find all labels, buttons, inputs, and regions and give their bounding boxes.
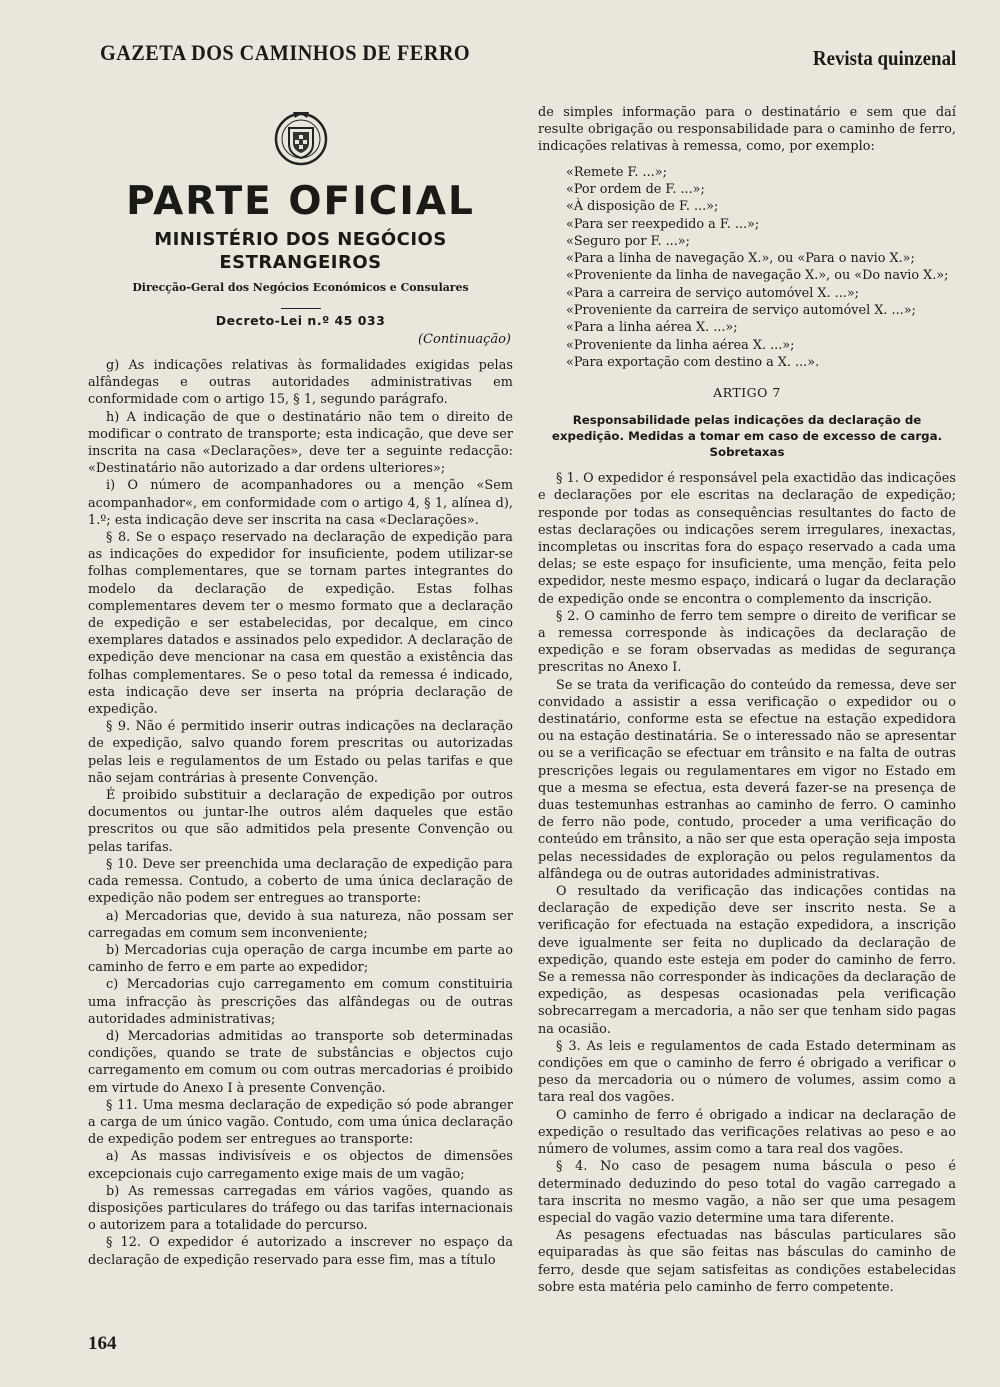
- list-item: «Para a linha aérea X. ...»;: [566, 320, 738, 336]
- paragraph: de simples informação para o destinatário e sem que daí resulte obrigação ou responsabilidade para o caminho de ferro, indicações relativas à remessa, como, por exemplo:: [538, 105, 956, 155]
- list-item: «Remete F. ...»;: [566, 164, 667, 180]
- journal-title: GAZETA DOS CAMINHOS DE FERRO: [100, 40, 471, 65]
- paragraph: a) As massas indivisíveis e os objectos de dimensões excepcionais cujo carregamento exige mais de um vagão;: [88, 1149, 513, 1182]
- paragraph: g) As indicações relativas às formalidades exigidas pelas alfândegas e outras autoridades administrativas em conformidade com o artigo 15, § 1, segundo parágrafo.: [88, 358, 513, 408]
- paragraph: O resultado da verificação das indicações contidas na declaração de expedição deve ser inscrito nesta. Se a verificação for efectuada na estação expedidora, a inscrição deve igualmente ser feita no duplicado da declaração de expedição, quando este esteja em poder do caminho de ferro. Se a remessa não corresponder às indicações da declaração de expedição, as despesas ocasionadas pela verificação sobrecarregam a mercadoria, a não ser que tenham sido pagas na ocasião.: [538, 884, 956, 1037]
- paragraph: É proibido substituir a declaração de expedição por outros documentos ou juntar-lhe outros além daqueles que estão prescritos ou que são admitidos pela presente Convenção ou pelas tarifas.: [88, 788, 513, 855]
- list-item: «Proveniente da linha aérea X. ...»;: [566, 337, 795, 353]
- paragraph: h) A indicação de que o destinatário não tem o direito de modificar o contrato de transporte; esta indicação, que deve ser inscrita na casa «Declarações», deve ter a seguinte redacção: «Destinatário não autorizado a dar ordens ulteriores»;: [88, 409, 513, 477]
- section-title: PARTE OFICIAL: [126, 179, 475, 224]
- journal-subtitle: Revista quinzenal: [812, 46, 956, 70]
- directorate-name: Direcção-Geral dos Negócios Económicos e Consulares: [132, 280, 469, 294]
- list-item: «Seguro por F. ...»;: [566, 233, 690, 249]
- ministry-name-line2: ESTRANGEIROS: [219, 252, 382, 273]
- list-item: «Por ordem de F. ...»;: [566, 181, 705, 197]
- left-column: [88, 108, 513, 1269]
- list-item: «Proveniente da carreira de serviço automóvel X. ...»;: [566, 302, 916, 318]
- right-column: [538, 104, 956, 1296]
- page-number: 164: [88, 1333, 117, 1354]
- list-item: «À disposição de F. ...»;: [566, 199, 719, 215]
- article-number: ARTIGO 7: [713, 385, 781, 401]
- paragraph: § 2. O caminho de ferro tem sempre o direito de verificar se a remessa corresponde às indicações da declaração de expedição e se foram observadas as medidas de segurança prescritas no Anexo I.: [538, 608, 956, 676]
- continuation-label: (Continuação): [417, 332, 511, 347]
- paragraph: b) Mercadorias cuja operação de carga incumbe em parte ao caminho de ferro e em parte ao expedidor;: [88, 942, 513, 976]
- ministry-name-line1: MINISTÉRIO DOS NEGÓCIOS: [154, 229, 447, 250]
- example-list: [538, 164, 956, 372]
- divider: [281, 308, 321, 309]
- list-item: «Para ser reexpedido a F. ...»;: [566, 216, 760, 232]
- coat-of-arms-icon: [273, 108, 329, 174]
- paragraph: § 12. O expedidor é autorizado a inscrever no espaço da declaração de expedição reservado para esse fim, mas a título: [88, 1235, 513, 1268]
- left-body: [88, 357, 513, 1269]
- list-item: «Para exportação com destino a X. ...».: [566, 354, 820, 370]
- list-item: «Proveniente da linha de navegação X.», ou «Do navio X.»;: [566, 268, 949, 284]
- paragraph: b) As remessas carregadas em vários vagões, quando as disposições particulares do tráfego ou das tarifas internacionais o autorizem para a totalidade do percurso.: [88, 1183, 513, 1234]
- paragraph: As pesagens efectuadas nas básculas particulares são equiparadas às que são feitas nas básculas do caminho de ferro, desde que sejam satisfeitas as condições estabelecidas sobre esta matéria pelo caminho de ferro competente.: [538, 1228, 956, 1295]
- paragraph: § 10. Deve ser preenchida uma declaração de expedição para cada remessa. Contudo, a coberto de uma única declaração de expedição não podem ser entregues ao transporte:: [88, 856, 513, 907]
- paragraph: d) Mercadorias admitidas ao transporte sob determinadas condições, quando se trate de substâncias e objectos cujo carregamento em comum ou com outras mercadorias é proibido em virtude do Anexo I à presente Convenção.: [88, 1028, 513, 1096]
- paragraph: § 3. As leis e regulamentos de cada Estado determinam as condições em que o caminho de ferro é obrigado a verificar o peso da mercadoria ou o número de volumes, assim como a tara real dos vagões.: [538, 1038, 956, 1106]
- paragraph: a) Mercadorias que, devido à sua natureza, não possam ser carregadas em comum sem inconveniente;: [88, 908, 513, 941]
- paragraph: i) O número de acompanhadores ou a menção «Sem acompanhador«, em conformidade com o artigo 4, § 1, alínea d), 1.º; esta indicação deve ser inscrita na casa «Declarações».: [88, 478, 513, 528]
- paragraph: § 4. No caso de pesagem numa báscula o peso é determinado deduzindo do peso total do vagão carregado a tara inscrita no mesmo vagão, a não ser que uma pesagem especial do vagão vazio determine uma tara diferente.: [538, 1159, 956, 1226]
- article-heading: Responsabilidade pelas indicações da declaração de expedição. Medidas a tomar em caso de excesso de carga. Sobretaxas: [551, 413, 943, 460]
- paragraph: § 1. O expedidor é responsável pela exactidão das indicações e declarações por ele escritas na declaração de expedição; responde por todas as consequências resultantes do facto de estas declarações ou indicações serem irregulares, inexactas, incompletas ou inscritas fora do espaço reservado a cada uma delas; se este espaço for insuficiente, uma menção, feita pelo expedidor, neste mesmo espaço, indicará o lugar da declaração de expedição onde se encontra o complemento da inscrição.: [538, 471, 956, 607]
- paragraph: Se se trata da verificação do conteúdo da remessa, deve ser convidado a assistir a essa verificação o expedidor ou o destinatário, conforme esta se efectue na estação expedidora ou na estação destinatária. Se o interessado não se apresentar ou se a verificação se efectuar em trânsito e na falta de outras prescrições legais ou regulamentares em vigor no Estado em que a mesma se efectua, esta deverá fazer-se na presença de duas testemunhas estranhas ao caminho de ferro. O caminho de ferro não pode, contudo, proceder a uma verificação do conteúdo em trânsito, a não ser que esta operação seja imposta pelas necessidades de exploração ou pelos regulamentos da alfândega ou de outras autoridades administrativas.: [538, 677, 956, 882]
- paragraph: O caminho de ferro é obrigado a indicar na declaração de expedição o resultado das verificações relativas ao peso e ao número de volumes, assim como a tara real dos vagões.: [538, 1107, 956, 1158]
- paragraph: § 8. Se o espaço reservado na declaração de expedição para as indicações do expedidor for insuficiente, podem utilizar-se folhas complementares, que se tornam partes integrantes do modelo da declaração de expedição. Estas folhas complementares devem ter o mesmo formato que a declaração de expedição e ser estabelecidas, por decalque, em cinco exemplares datados e assinados pelo expedidor. A declaração de expedição deve mencionar na casa em questão a existência das folhas complementares. Se o peso total da remessa é indicado, esta indicação deve ser inserta na própria declaração de expedição.: [88, 530, 513, 718]
- paragraph: § 11. Uma mesma declaração de expedição só pode abranger a carga de um único vagão. Contudo, com uma única declaração de expedição podem ser entregues ao transporte:: [88, 1097, 513, 1148]
- decree-title: Decreto-Lei n.º 45 033: [215, 313, 386, 328]
- list-item: «Para a linha de navegação X.», ou «Para o navio X.»;: [566, 251, 915, 267]
- paragraph: § 9. Não é permitido inserir outras indicações na declaração de expedição, salvo quando forem prescritas ou autorizadas pelas leis e regulamentos de um Estado ou pelas tarifas e que não sejam contrárias à presente Convenção.: [88, 719, 513, 786]
- list-item: «Para a carreira de serviço automóvel X. ...»;: [566, 285, 859, 301]
- paragraph: c) Mercadorias cujo carregamento em comum constituiria uma infracção às prescrições das alfândegas ou de outras autoridades administrativas;: [88, 977, 513, 1027]
